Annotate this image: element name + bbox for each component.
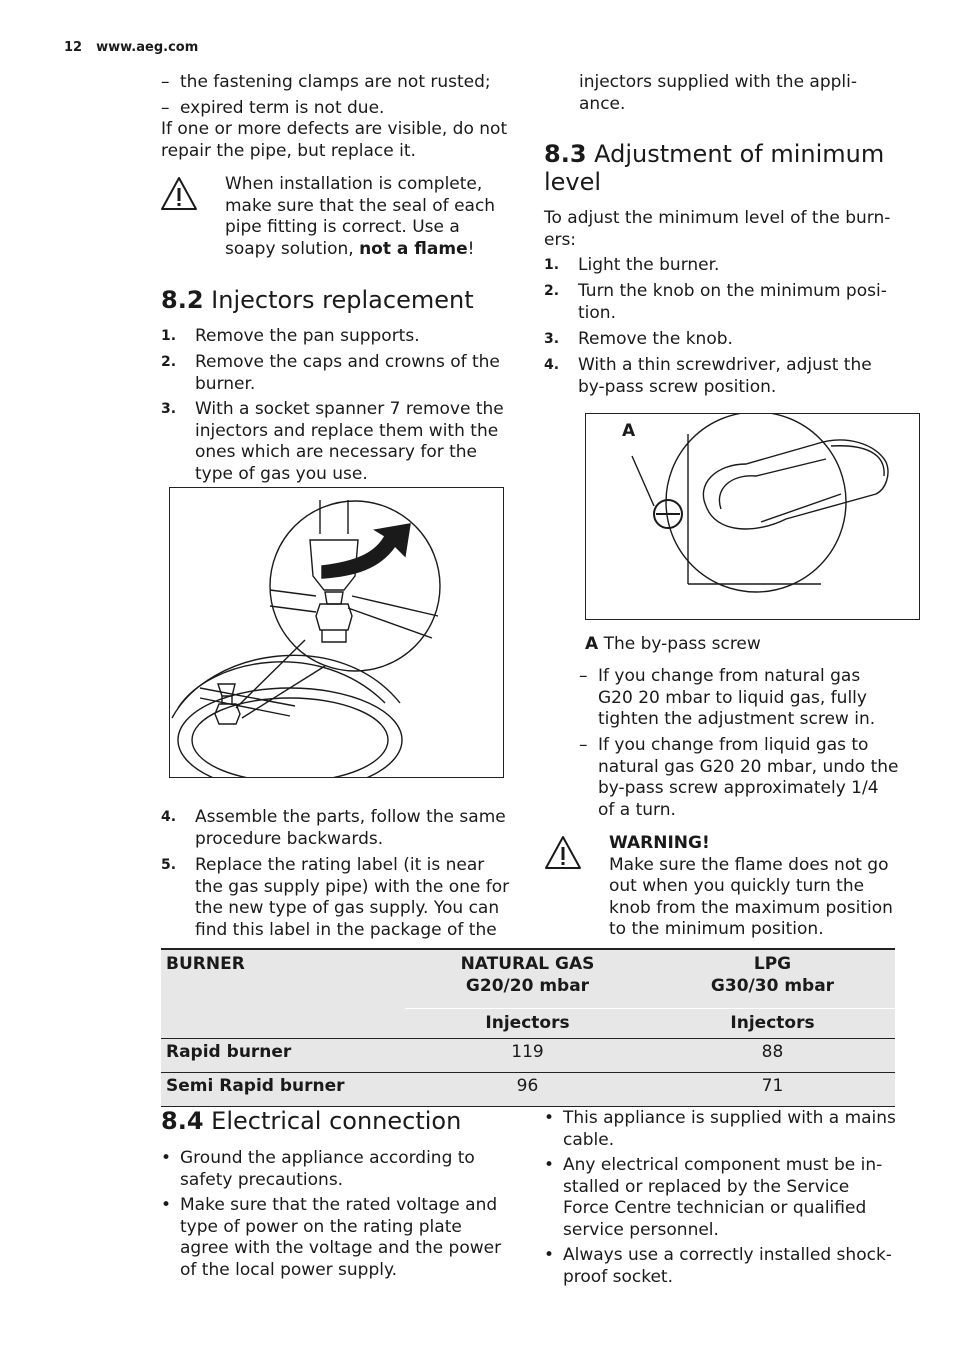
- warning-title: WARNING!: [609, 833, 710, 853]
- warning-icon: [544, 834, 582, 872]
- injector-illustration: [170, 488, 503, 777]
- col-natural-gas: NATURAL GAS G20/20 mbar: [460, 954, 595, 996]
- section-heading-8-4: 8.4 Electrical connection: [161, 1107, 462, 1135]
- caution-icon: [160, 175, 198, 213]
- injector-table: [161, 948, 895, 1107]
- adjust-intro: To adjust the minimum level of the burn- ers:: [544, 208, 891, 250]
- page-number: 12: [64, 40, 83, 55]
- figure-label-a: A: [622, 421, 636, 441]
- col-burner: BURNER: [166, 954, 245, 974]
- section-heading-8-2: 8.2 Injectors replacement: [161, 286, 474, 314]
- table-row: Rapid burner 119 88: [161, 1039, 895, 1073]
- website-link[interactable]: www.aeg.com: [96, 40, 199, 55]
- bypass-screw-illustration: [586, 414, 919, 619]
- table-row: Semi Rapid burner 96 71: [161, 1073, 895, 1107]
- table-subheader-row: Injectors Injectors: [161, 1008, 895, 1039]
- table-header-row: [161, 949, 895, 1008]
- warning-text: WARNING! Make sure the flame does not go out when you quickly turn the knob from the maximum position to the minimum position.: [609, 833, 893, 939]
- defects-paragraph: If one or more defects are visible, do not repair the pipe, but replace it.: [161, 119, 508, 161]
- page-header: [64, 40, 198, 56]
- bypass-screw-figure: [585, 413, 920, 620]
- injector-figure: [169, 487, 504, 778]
- caution-text: When installation is complete, make sure that the seal of each pipe fitting is correct. Use a soapy solution, not a flame!: [225, 174, 496, 259]
- section-heading-8-3: 8.3 Adjustment of minimum level: [544, 140, 885, 196]
- col-lpg: LPG G30/30 mbar: [710, 954, 835, 996]
- continued-text: injectors supplied with the appli- ance.: [579, 72, 858, 114]
- figure-caption: A The by-pass screw: [585, 634, 761, 654]
